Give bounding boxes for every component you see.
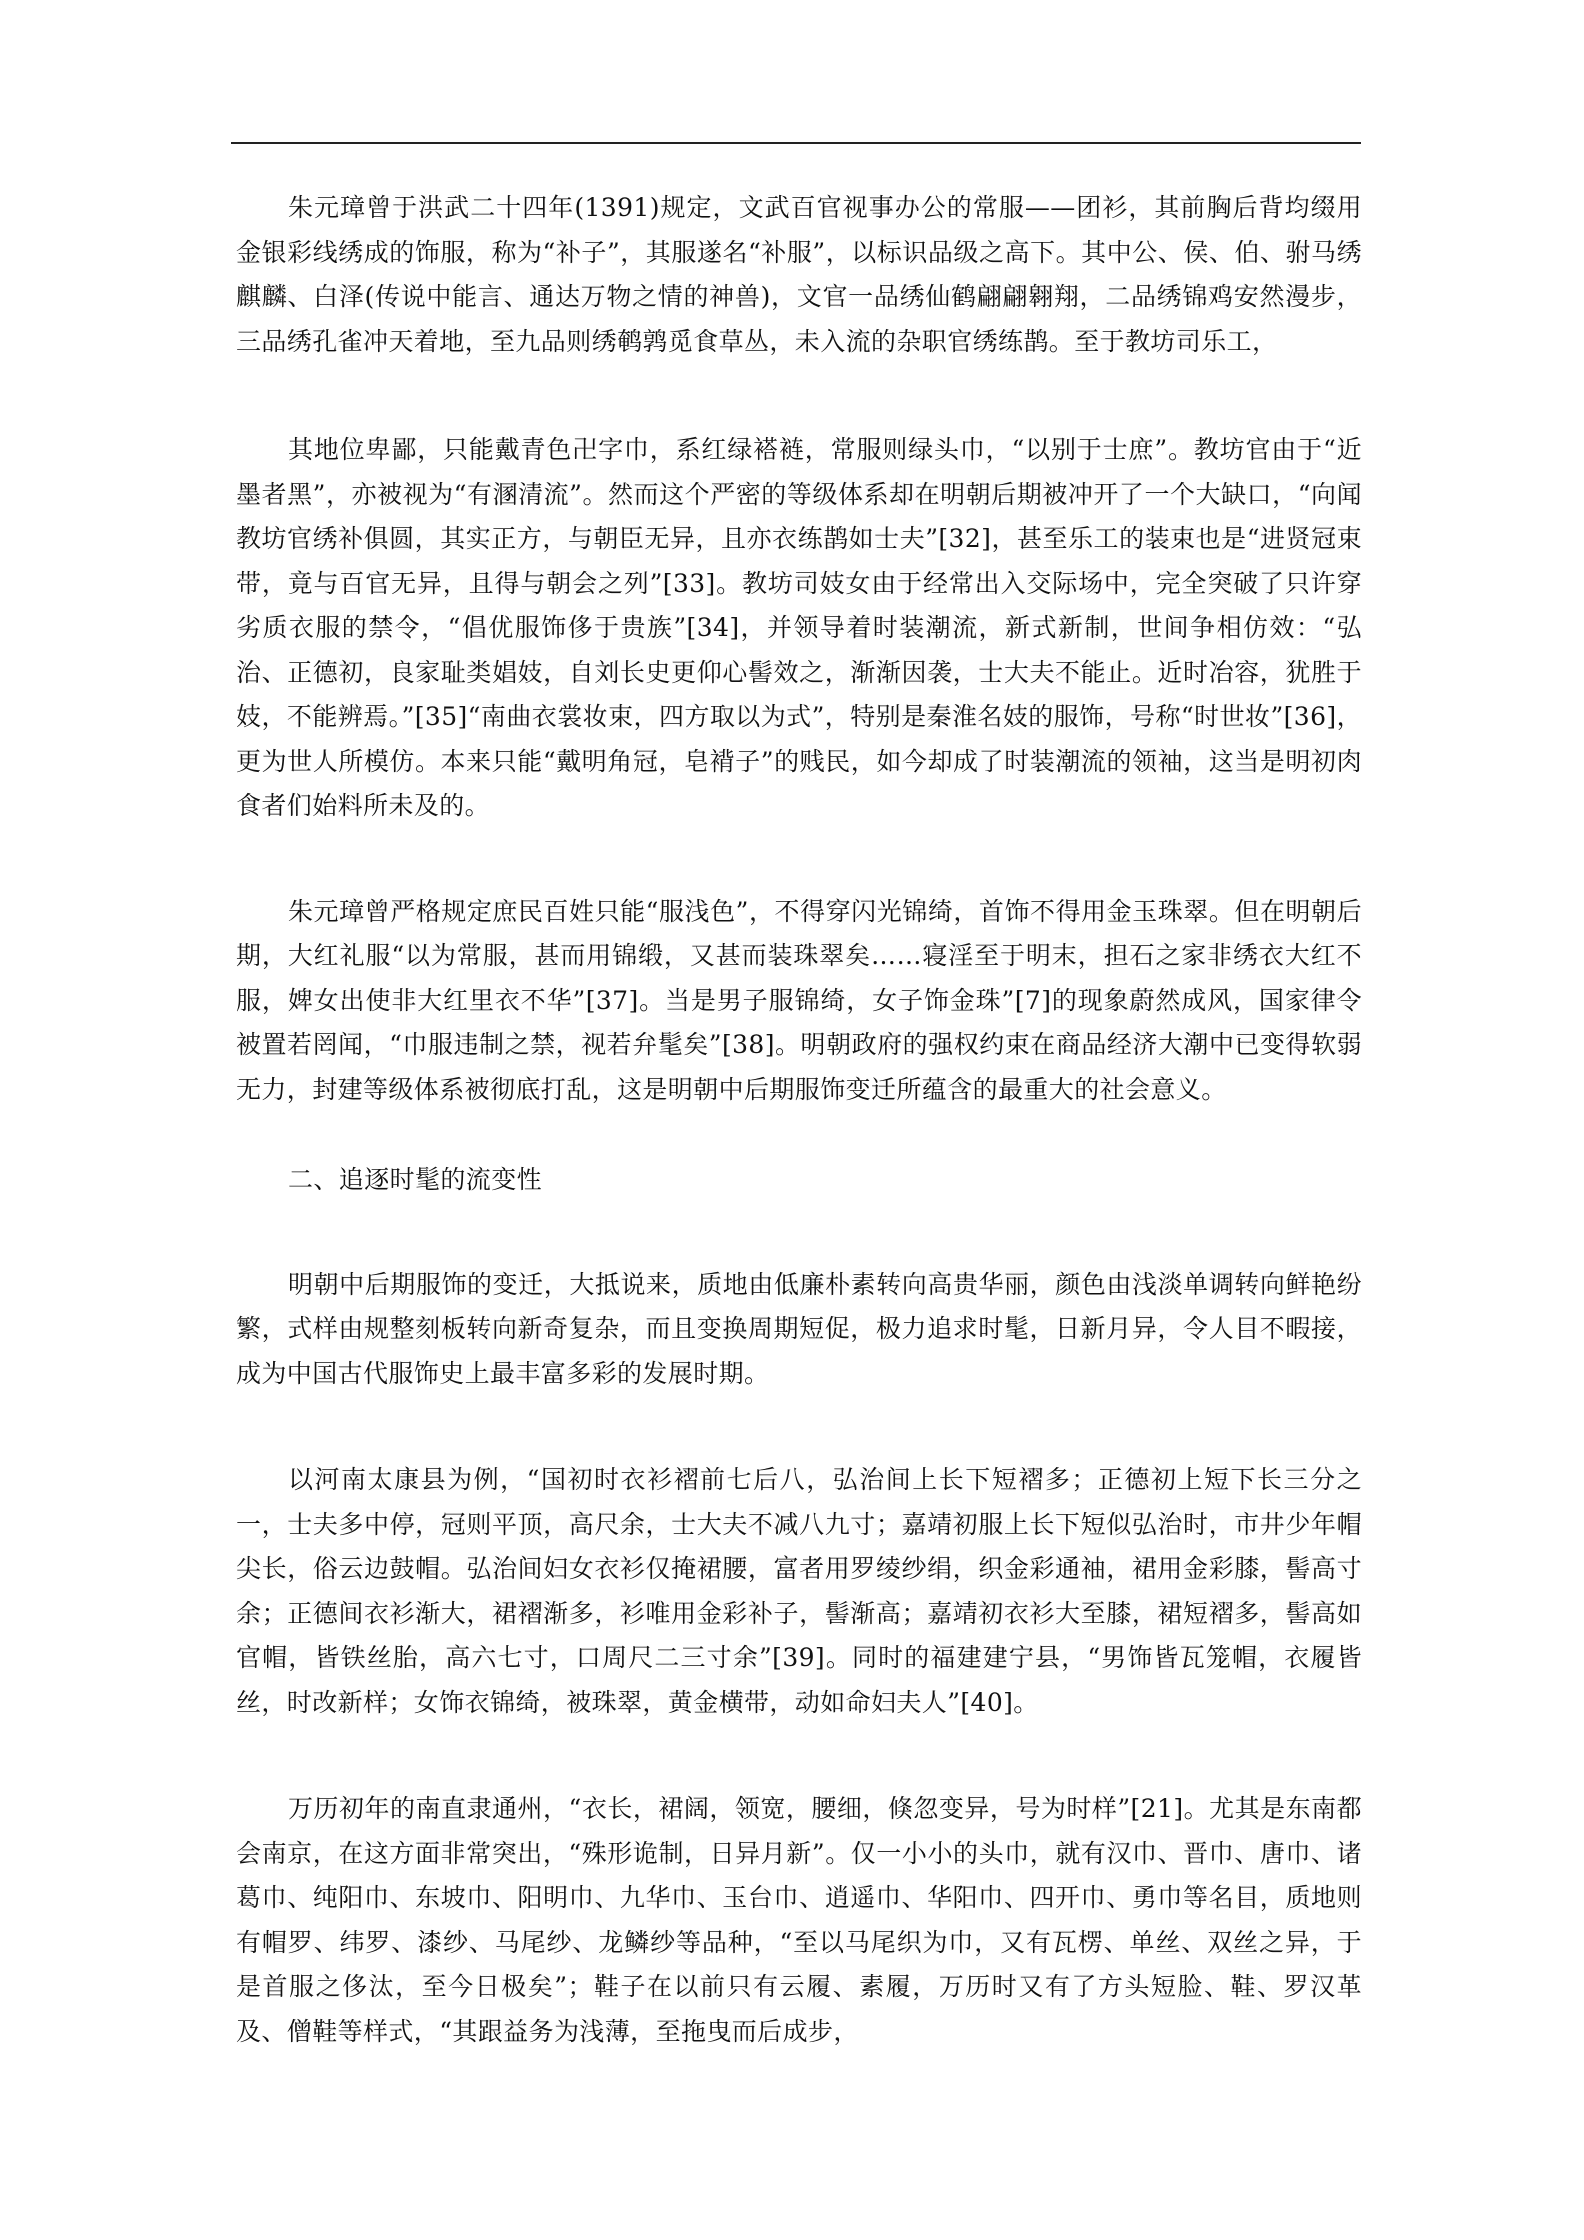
paragraph-jiaofang-musicians: 其地位卑鄙，只能戴青色卍字巾，系红绿褡裢，常服则绿头巾，“以别于士庶”。教坊官由于“近墨者黑”，亦被视为“有溷清流”。然而这个严密的等级体系却在明朝后期被冲开了一个大缺口，“向闻教坊官绣补俱圆，其实正方，与朝臣无异，且亦衣练鹊如士夫”[32]，甚至乐工的装束也是“进贤冠束带，竟与百官无异，且得与朝会之列”[33]。教坊司妓女由于经常出入交际场中，完全突破了只许穿劣质衣服的禁令，“倡优服饰侈于贵族”[34]，并领导着时装潮流，新式新制，世间争相仿效：“弘治、正德初，良家耻类娼妓，自刘长史更仰心髻效之，渐渐因袭，士大夫不能止。近时冶容，犹胜于妓，不能辨焉。”[35]“南曲衣裳妆束，四方取以为式”，特别是秦淮名妓的服饰，号称“时世妆”[36]，更为世人所模仿。本来只能“戴明角冠，皂褙子”的贱民，如今却成了时装潮流的领袖，这当是明初肉食者们始料所未及的。: [236, 435, 1362, 820]
paragraph-fashion-change-summary: 明朝中后期服饰的变迁，大抵说来，质地由低廉朴素转向高贵华丽，颜色由浅淡单调转向鲜艳纷繁，式样由规整刻板转向新奇复杂，而且变换周期短促，极力追求时髦，日新月异，令人目不暇接，成为中国古代服饰史上最丰富多彩的发展时期。: [236, 1269, 1362, 1388]
paragraph-taikang-example: 以河南太康县为例，“国初时衣衫褶前七后八，弘治间上长下短褶多；正德初上短下长三分之一，士夫多中停，冠则平顶，高尺余，士大夫不减八九寸；嘉靖初服上长下短似弘治时，市井少年帽尖长，俗云边鼓帽。弘治间妇女衣衫仅掩裙腰，富者用罗绫纱绢，织金彩通袖，裙用金彩膝，髻高寸余；正德间衣衫渐大，裙褶渐多，衫唯用金彩补子，髻渐高；嘉靖初衣衫大至膝，裙短褶多，髻高如官帽，皆铁丝胎，高六七寸，口周尺二三寸余”[39]。同时的福建建宁县，“男饰皆瓦笼帽，衣履皆丝，时改新样；女饰衣锦绮，被珠翠，黄金横带，动如命妇夫人”[40]。: [236, 1465, 1362, 1717]
header-rule: [231, 142, 1361, 144]
paragraph-commoner-color-rules: 朱元璋曾严格规定庶民百姓只能“服浅色”，不得穿闪光锦绮，首饰不得用金玉珠翠。但在明朝后期，大红礼服“以为常服，甚而用锦缎，又甚而装珠翠矣……寝淫至于明末，担石之家非绣衣大红不服，婢女出使非大红里衣不华”[37]。当是男子服锦绮，女子饰金珠”[7]的现象蔚然成风，国家律令被置若罔闻，“巾服违制之禁，视若弁髦矣”[38]。明朝政府的强权约束在商品经济大潮中已变得软弱无力，封建等级体系被彻底打乱，这是明朝中后期服饰变迁所蕴含的最重大的社会意义。: [236, 896, 1362, 1104]
document-body: [236, 186, 1362, 2054]
section-heading: 二、追逐时髦的流变性: [288, 1165, 543, 1194]
paragraph-nanjing-headwear: 万历初年的南直隶通州，“衣长，裙阔，领宽，腰细，倏忽变异，号为时样”[21]。尤其是东南都会南京，在这方面非常突出，“殊形诡制，日异月新”。仅一小小的头巾，就有汉巾、晋巾、唐巾、诸葛巾、纯阳巾、东坡巾、阳明巾、九华巾、玉台巾、逍遥巾、华阳巾、四开巾、勇巾等名目，质地则有帽罗、纬罗、漆纱、马尾纱、龙鳞纱等品种，“至以马尾织为巾，又有瓦楞、单丝、双丝之异，于是首服之侈汰，至今日极矣”；鞋子在以前只有云履、素履，万历时又有了方头短脸、鞋、罗汉革及、僧鞋等样式，“其跟益务为浅薄，至拖曳而后成步，: [236, 1794, 1362, 2046]
paragraph-buzi-rank-badges: 朱元璋曾于洪武二十四年(1391)规定，文武百官视事办公的常服——团衫，其前胸后背均缀用金银彩线绣成的饰服，称为“补子”，其服遂名“补服”，以标识品级之高下。其中公、侯、伯、驸马绣麒麟、白泽(传说中能言、通达万物之情的神兽)，文官一品绣仙鹤翩翩翱翔，二品绣锦鸡安然漫步，三品绣孔雀冲天着地，至九品则绣鹌鹑觅食草丛，未入流的杂职官绣练鹊。至于教坊司乐工，: [236, 193, 1362, 356]
